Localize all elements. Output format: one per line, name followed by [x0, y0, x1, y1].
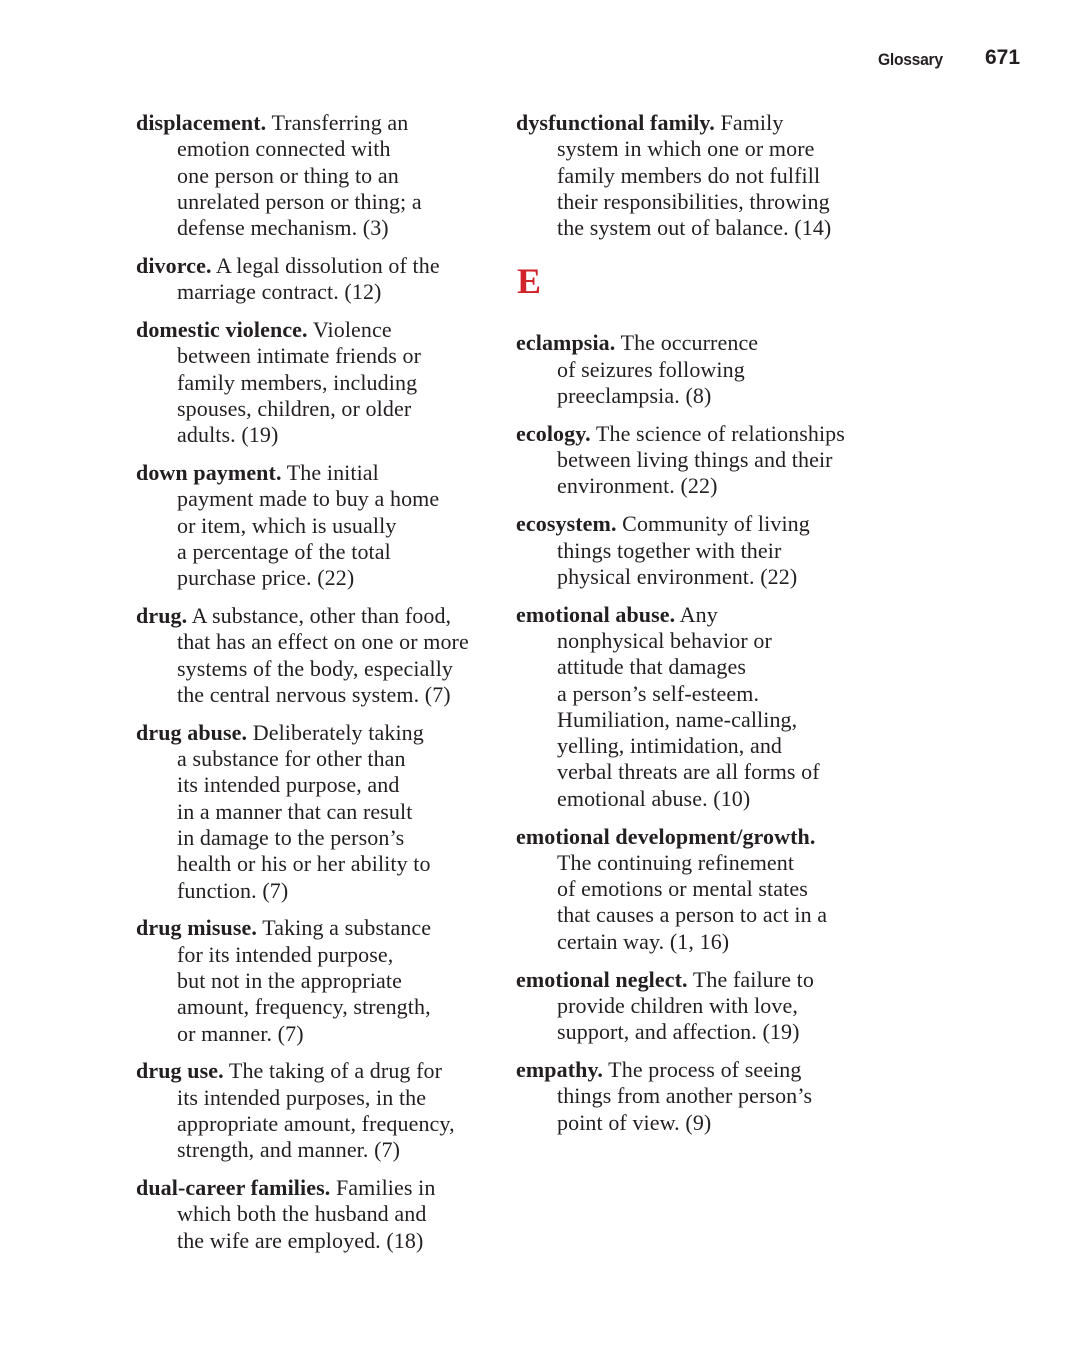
entry-definition-line: of seizures following [557, 356, 745, 382]
glossary-entry [516, 511, 876, 590]
definition-text: A substance, other than food, [187, 603, 452, 629]
entry-definition-line: or manner. (7) [177, 1020, 304, 1046]
entry-first-line [136, 317, 486, 343]
entry-first-line [516, 1057, 876, 1083]
entry-first-line [136, 460, 486, 486]
entry-definition-line: its intended purposes, in the [177, 1084, 427, 1110]
entry-definition-line: of emotions or mental states [557, 876, 808, 902]
entry-definition-line: unrelated person or thing; a [177, 188, 422, 214]
definition-text: Taking a substance [257, 915, 432, 941]
glossary-entry [136, 915, 486, 1046]
entry-definition-line: a substance for other than [177, 746, 406, 772]
entry-definition-line: marriage contract. (12) [177, 279, 382, 305]
glossary-term: eclampsia. [516, 330, 616, 356]
entry-definition-line: systems of the body, especially [177, 655, 454, 681]
glossary-entry [136, 253, 486, 306]
definition-text: The taking of a drug for [223, 1058, 443, 1084]
entry-definition-line: certain way. (1, 16) [557, 928, 730, 954]
entry-first-line [516, 824, 876, 850]
entry-definition-line: strength, and manner. (7) [177, 1137, 401, 1163]
entry-definition-line: payment made to buy a home [177, 486, 440, 512]
entry-definition-line: support, and affection. (19) [557, 1019, 800, 1045]
entry-definition-line: their responsibilities, throwing [557, 188, 830, 214]
glossary-entry [136, 110, 486, 241]
glossary-term: dual-career families. [136, 1174, 331, 1200]
glossary-term: ecosystem. [516, 511, 617, 537]
glossary-entry [516, 824, 876, 955]
definition-text: The initial [281, 460, 379, 486]
definition-text: Transferring an [266, 110, 409, 135]
entry-first-line [136, 720, 486, 746]
entry-definition-line: purchase price. (22) [177, 565, 355, 591]
entry-definition-line: The continuing refinement [557, 849, 795, 875]
glossary-column-right [516, 110, 876, 1147]
entry-definition-line: things from another person’s [557, 1083, 813, 1109]
entry-definition-line: health or his or her ability to [177, 851, 431, 877]
glossary-column-left [136, 110, 486, 1265]
entry-definition-line: provide children with love, [557, 992, 798, 1018]
glossary-entry [136, 603, 486, 708]
entry-first-line [136, 253, 486, 279]
entry-first-line [516, 511, 876, 537]
glossary-term: divorce. [136, 252, 212, 278]
entry-definition-line: function. (7) [177, 877, 289, 903]
glossary-entry [136, 1175, 486, 1254]
definition-text: Deliberately taking [247, 719, 424, 745]
glossary-entry [136, 720, 486, 904]
glossary-term: drug use. [136, 1058, 224, 1084]
glossary-entry [516, 1057, 876, 1136]
glossary-term: emotional neglect. [516, 966, 688, 992]
entry-definition-line: the central nervous system. (7) [177, 681, 451, 707]
entry-definition-line: the system out of balance. (14) [557, 215, 832, 241]
page-number: 671 [985, 46, 1021, 69]
entry-first-line [516, 602, 876, 628]
glossary-entry [516, 967, 876, 1046]
entry-definition-line: system in which one or more [557, 136, 815, 162]
entry-first-line [136, 110, 486, 136]
entry-definition-line: a percentage of the total [177, 538, 391, 564]
glossary-term: drug. [136, 603, 188, 629]
entry-definition-line: a person’s self-esteem. [557, 680, 760, 706]
definition-text: Violence [307, 317, 392, 343]
definition-text: The failure to [687, 966, 814, 992]
glossary-entry [516, 110, 876, 241]
glossary-entry [136, 460, 486, 591]
definition-text: The occurrence [615, 330, 759, 356]
entry-definition-line: or item, which is usually [177, 512, 397, 538]
glossary-term: dysfunctional family. [516, 110, 715, 135]
glossary-entry [136, 317, 486, 448]
definition-text: Family [714, 110, 784, 135]
glossary-term: empathy. [516, 1056, 603, 1082]
entry-first-line [516, 110, 876, 136]
entry-definition-line: but not in the appropriate [177, 967, 402, 993]
entry-definition-line: in damage to the person’s [177, 824, 405, 850]
glossary-entry [516, 330, 876, 409]
entry-definition-line: nonphysical behavior or [557, 627, 772, 653]
entry-first-line [136, 915, 486, 941]
glossary-term: emotional development/growth. [516, 823, 816, 849]
entry-definition-line: verbal threats are all forms of [557, 759, 820, 785]
entry-definition-line: one person or thing to an [177, 162, 399, 188]
glossary-term: displacement. [136, 110, 267, 135]
definition-text: The process of seeing [602, 1056, 802, 1082]
glossary-term: drug misuse. [136, 915, 257, 941]
definition-text: The science of relationships [590, 420, 845, 446]
entry-definition-line: emotional abuse. (10) [557, 785, 751, 811]
running-head [0, 46, 1088, 76]
entry-definition-line: emotion connected with [177, 136, 391, 162]
entry-first-line [136, 1058, 486, 1084]
glossary-term: drug abuse. [136, 719, 248, 745]
entry-definition-line: in a manner that can result [177, 798, 413, 824]
definition-text: Families in [330, 1174, 436, 1200]
entry-definition-line: adults. (19) [177, 422, 279, 448]
section-letter-heading: E [517, 261, 542, 302]
definition-text: Any [675, 601, 718, 627]
glossary-entry [516, 421, 876, 500]
glossary-term: emotional abuse. [516, 601, 676, 627]
definition-text: A legal dissolution of the [211, 252, 440, 278]
entry-definition-line: preeclampsia. (8) [557, 383, 712, 409]
running-head-section: Glossary [878, 50, 943, 69]
entry-definition-line: which both the husband and [177, 1201, 427, 1227]
definition-text: Community of living [616, 511, 810, 537]
entry-definition-line: that has an effect on one or more [177, 629, 469, 655]
entry-definition-line: spouses, children, or older [177, 395, 412, 421]
glossary-term: ecology. [516, 420, 591, 446]
entry-definition-line: Humiliation, name-calling, [557, 706, 798, 732]
entry-definition-line: for its intended purpose, [177, 941, 394, 967]
entry-definition-line: appropriate amount, frequency, [177, 1110, 455, 1136]
entry-definition-line: family members, including [177, 369, 418, 395]
entry-definition-line: between intimate friends or [177, 343, 422, 369]
entry-definition-line: family members do not fulfill [557, 162, 821, 188]
entry-definition-line: that causes a person to act in a [557, 902, 828, 928]
entry-first-line [516, 421, 876, 447]
entry-definition-line: point of view. (9) [557, 1109, 712, 1135]
entry-definition-line: things together with their [557, 537, 782, 563]
entry-first-line [136, 603, 486, 629]
entry-definition-line: yelling, intimidation, and [557, 733, 783, 759]
glossary-entry [136, 1058, 486, 1163]
glossary-term: down payment. [136, 460, 282, 486]
glossary-term: domestic violence. [136, 317, 308, 343]
entry-definition-line: amount, frequency, strength, [177, 994, 431, 1020]
entry-first-line [136, 1175, 486, 1201]
entry-definition-line: defense mechanism. (3) [177, 215, 389, 241]
glossary-entry [516, 602, 876, 812]
entry-first-line [516, 967, 876, 993]
entry-definition-line: between living things and their [557, 447, 833, 473]
entry-definition-line: environment. (22) [557, 473, 718, 499]
entry-definition-line: its intended purpose, and [177, 772, 400, 798]
entry-first-line [516, 330, 876, 356]
entry-definition-line: physical environment. (22) [557, 563, 798, 589]
entry-definition-line: attitude that damages [557, 654, 747, 680]
entry-definition-line: the wife are employed. (18) [177, 1227, 424, 1253]
